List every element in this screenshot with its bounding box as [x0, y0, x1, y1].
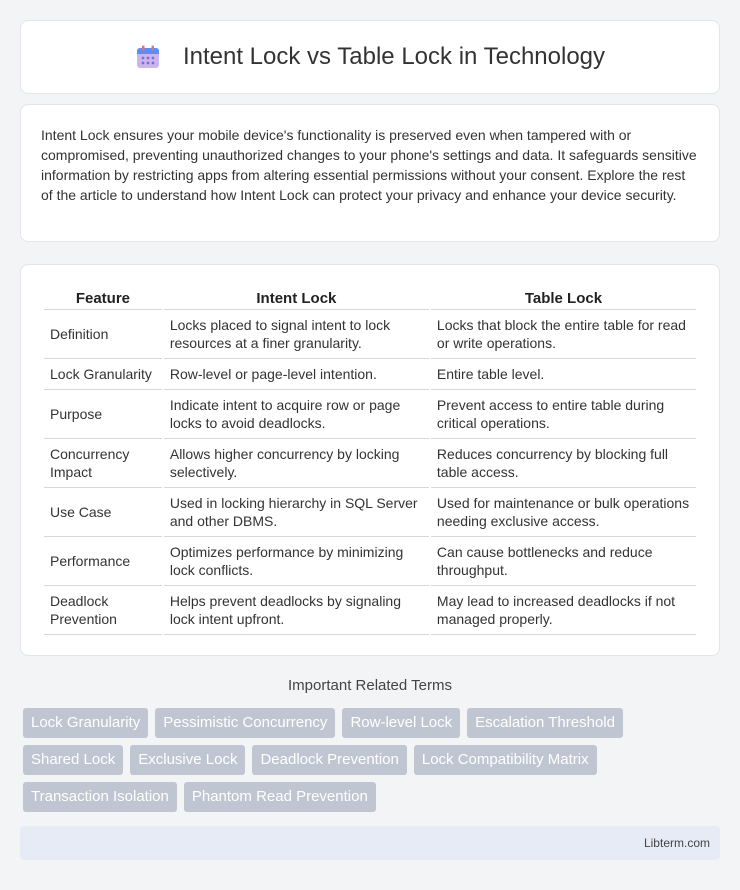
tag-pessimistic-concurrency[interactable]: Pessimistic Concurrency: [155, 708, 335, 738]
feature-cell: Concurrency Impact: [44, 439, 162, 488]
column-header-feature: Feature: [44, 285, 162, 310]
page-title: Intent Lock vs Table Lock in Technology: [182, 43, 606, 70]
table-row: [44, 390, 696, 439]
tag-row: [23, 708, 723, 738]
tag-transaction-isolation[interactable]: Transaction Isolation: [23, 782, 177, 812]
tag-shared-lock[interactable]: Shared Lock: [23, 745, 123, 775]
feature-cell: Use Case: [44, 488, 162, 537]
tag-escalation-threshold[interactable]: Escalation Threshold: [467, 708, 623, 738]
tag-row-level-lock[interactable]: Row-level Lock: [342, 708, 460, 738]
tag-phantom-read-prevention[interactable]: Phantom Read Prevention: [184, 782, 376, 812]
comparison-table: [42, 285, 698, 635]
intent-lock-cell: Used in locking hierarchy in SQL Server and other DBMS.: [164, 488, 429, 537]
footer: [20, 826, 720, 860]
intent-lock-cell: Optimizes performance by minimizing lock conflicts.: [164, 537, 429, 586]
table-lock-cell: May lead to increased deadlocks if not managed properly.: [431, 586, 696, 635]
feature-cell: Purpose: [44, 390, 162, 439]
feature-cell: Deadlock Prevention: [44, 586, 162, 635]
header-card: [20, 20, 720, 94]
table-row: [44, 439, 696, 488]
table-lock-cell: Prevent access to entire table during critical operations.: [431, 390, 696, 439]
intro-text: Intent Lock ensures your mobile device's functionality is preserved even when tampered with or compromised, preventing unauthorized changes to your phone's settings and data. It safeguards sensitive information by restricting apps from altering essential permissions without your consent. Explore the rest of the article to understand how Intent Lock can protect your privacy and enhance your device security.: [41, 127, 697, 203]
feature-cell: Lock Granularity: [44, 359, 162, 390]
footer-site-link[interactable]: Libterm.com: [643, 836, 710, 850]
table-lock-cell: Can cause bottlenecks and reduce throughput.: [431, 537, 696, 586]
table-row: [44, 359, 696, 390]
tag-deadlock-prevention[interactable]: Deadlock Prevention: [252, 745, 406, 775]
tag-row: [23, 782, 723, 812]
table-row: [44, 310, 696, 359]
table-lock-cell: Entire table level.: [431, 359, 696, 390]
calendar-icon: [135, 44, 161, 70]
column-header-intent-lock: Intent Lock: [164, 285, 429, 310]
comparison-table-card: [20, 264, 720, 656]
intent-lock-cell: Helps prevent deadlocks by signaling lock intent upfront.: [164, 586, 429, 635]
intent-lock-cell: Row-level or page-level intention.: [164, 359, 429, 390]
related-terms-tags: [23, 708, 723, 819]
table-row: [44, 488, 696, 537]
intro-card: [20, 104, 720, 242]
column-header-table-lock: Table Lock: [431, 285, 696, 310]
intent-lock-cell: Indicate intent to acquire row or page locks to avoid deadlocks.: [164, 390, 429, 439]
feature-cell: Definition: [44, 310, 162, 359]
related-terms-heading: Important Related Terms: [288, 677, 452, 694]
table-lock-cell: Used for maintenance or bulk operations needing exclusive access.: [431, 488, 696, 537]
table-lock-cell: Locks that block the entire table for read or write operations.: [431, 310, 696, 359]
feature-cell: Performance: [44, 537, 162, 586]
table-row: [44, 586, 696, 635]
intent-lock-cell: Locks placed to signal intent to lock resources at a finer granularity.: [164, 310, 429, 359]
table-row: [44, 537, 696, 586]
tag-exclusive-lock[interactable]: Exclusive Lock: [130, 745, 245, 775]
table-lock-cell: Reduces concurrency by blocking full table access.: [431, 439, 696, 488]
tag-row: [23, 745, 723, 775]
intent-lock-cell: Allows higher concurrency by locking selectively.: [164, 439, 429, 488]
tag-lock-compatibility-matrix[interactable]: Lock Compatibility Matrix: [414, 745, 597, 775]
tag-lock-granularity[interactable]: Lock Granularity: [23, 708, 148, 738]
